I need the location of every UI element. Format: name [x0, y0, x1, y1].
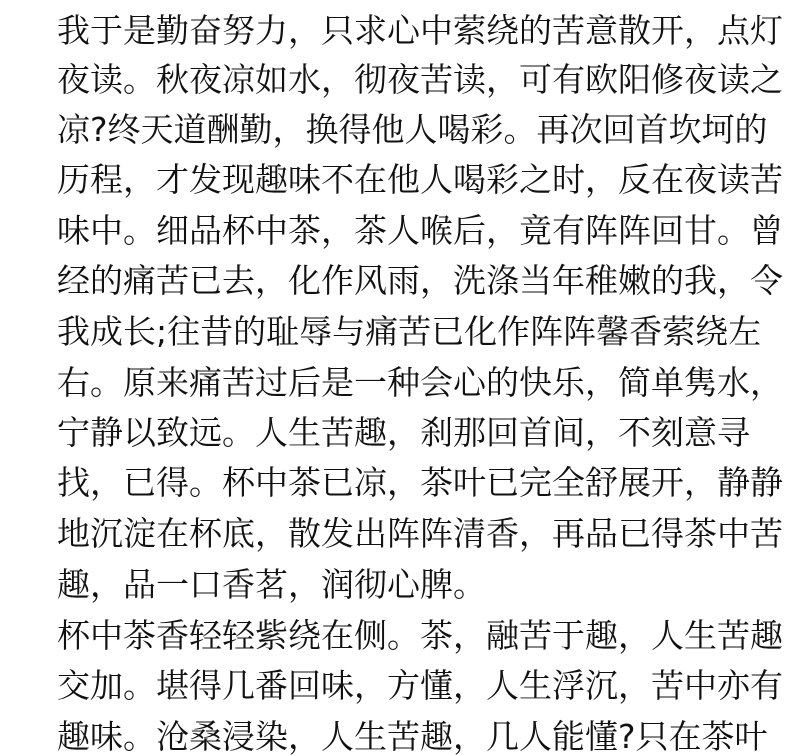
text-line: 经的痛苦已去，化作风雨，洗涤当年稚嫩的我，令	[57, 261, 783, 300]
text-line: 趣，品一口香茗，润彻心脾。	[57, 565, 486, 604]
text-line: 交加。堪得几番回味，方懂，人生浮沉，苦中亦有	[57, 666, 783, 705]
text-line: 右。原来痛苦过后是一种会心的快乐，简单隽水，	[57, 363, 783, 402]
text-line: 历程，才发现趣味不在他人喝彩之时，反在夜读苦	[57, 160, 783, 199]
text-line: 凉?终天道酬勤，换得他人喝彩。再次回首坎坷的	[57, 110, 768, 149]
text-line: 味中。细品杯中茶，茶人喉后，竟有阵阵回甘。曾	[57, 211, 783, 250]
text-line: 杯中茶香轻轻紫绕在侧。茶，融苦于趣，人生苦趣	[57, 616, 783, 655]
text-line: 找，已得。杯中茶已凉，茶叶已完全舒展开，静静	[57, 463, 783, 502]
text-line: 趣味。沧桑浸染，人生苦趣，几人能懂?只在茶叶	[57, 717, 768, 755]
text-line: 宁静以致远。人生苦趣，刹那回首间，不刻意寻	[57, 413, 750, 452]
text-line: 我于是勤奋努力，只求心中萦绕的苦意散开，点灯	[57, 11, 783, 50]
text-line: 夜读。秋夜凉如水，彻夜苦读，可有欧阳修夜读之	[57, 60, 783, 99]
text-line: 我成长;往昔的耻辱与痛苦已化作阵阵馨香萦绕左	[57, 312, 762, 351]
text-line: 地沉淀在杯底，散发出阵阵清香，再品已得茶中苦	[57, 514, 783, 553]
